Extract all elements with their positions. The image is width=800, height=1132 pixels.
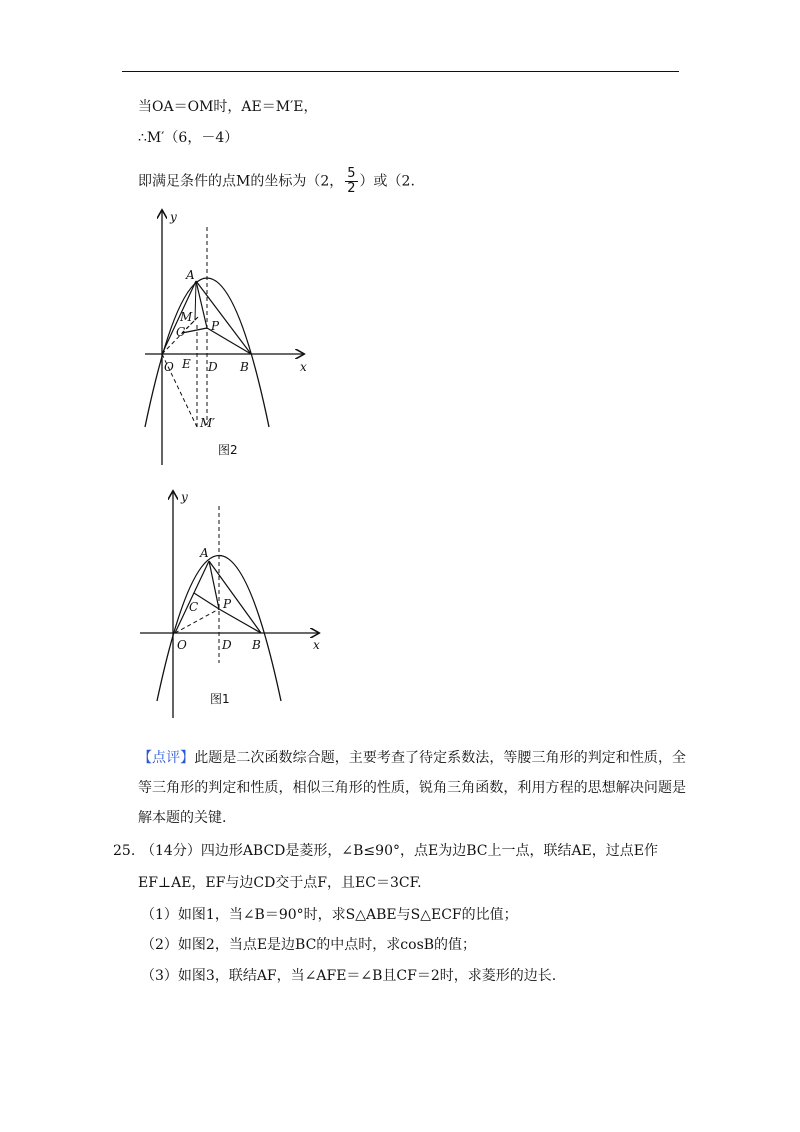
label-o: O — [177, 638, 187, 652]
label-p: P — [211, 319, 220, 333]
solution-line-2: ∴M′（6，－4） — [138, 130, 239, 146]
segment-pb — [219, 609, 261, 633]
comment-paragraph — [138, 743, 686, 833]
fraction-numerator: 5 — [347, 166, 356, 181]
label-m-prime: M′ — [200, 416, 216, 430]
figure-2 — [140, 205, 340, 475]
figure-2-caption: 图2 — [218, 443, 238, 457]
comment-tag: 【点评】 — [138, 750, 195, 766]
label-p: P — [223, 597, 232, 611]
label-x: x — [313, 638, 320, 652]
question-part-1: （1）如图1，当∠B＝90°时，求S△ABE与S△ECF的比值； — [141, 907, 518, 923]
solution-line-3-prefix: 即满足条件的点M的坐标为（2， — [138, 173, 344, 190]
question-part-2: （2）如图2，当点E是边BC的中点时，求cosB的值； — [141, 937, 477, 953]
label-a: A — [186, 268, 195, 282]
label-b: B — [252, 638, 261, 652]
question-part-3: （3）如图3，联结AF，当∠AFE＝∠B且CF＝2时，求菱形的边长. — [141, 968, 557, 984]
label-o: O — [164, 360, 174, 374]
header-rule — [122, 71, 679, 72]
label-c: C — [189, 600, 199, 614]
segment-oa — [175, 561, 209, 633]
label-c: C — [176, 325, 186, 339]
label-a: A — [200, 546, 209, 560]
question-number: 25. — [113, 843, 136, 859]
figure-1-caption: 图1 — [210, 692, 230, 706]
label-e: E — [182, 357, 191, 371]
solution-line-3 — [138, 167, 415, 196]
question-stem-line-1: （14分）四边形ABCD是菱形，∠B≤90°，点E为边BC上一点，联结AE，过点E作 — [141, 843, 659, 859]
question-stem-line-2: EF⊥AE，EF与边CD交于点F，且EC＝3CF. — [138, 875, 422, 891]
figure-1 — [135, 488, 335, 728]
label-x: x — [300, 360, 307, 374]
segment-cp — [182, 328, 207, 333]
comment-text: 此题是二次函数综合题，主要考查了待定系数法，等腰三角形的判定和性质，全等三角形的判定和性质，相似三角形的性质，锐角三角函数，利用方程的思想解决问题是解本题的关键. — [138, 750, 687, 826]
label-y: y — [181, 490, 188, 504]
solution-line-1: 当OA＝OM时，AE＝M′E， — [138, 99, 318, 115]
label-b: B — [240, 360, 249, 374]
label-d: D — [222, 638, 232, 652]
fraction-denominator: 2 — [347, 181, 356, 196]
fraction — [345, 167, 357, 196]
solution-line-3-suffix: ）或（2. — [359, 173, 415, 190]
label-m: M — [180, 310, 193, 324]
label-d: D — [208, 360, 218, 374]
label-y: y — [170, 210, 177, 224]
segment-am — [195, 281, 196, 320]
